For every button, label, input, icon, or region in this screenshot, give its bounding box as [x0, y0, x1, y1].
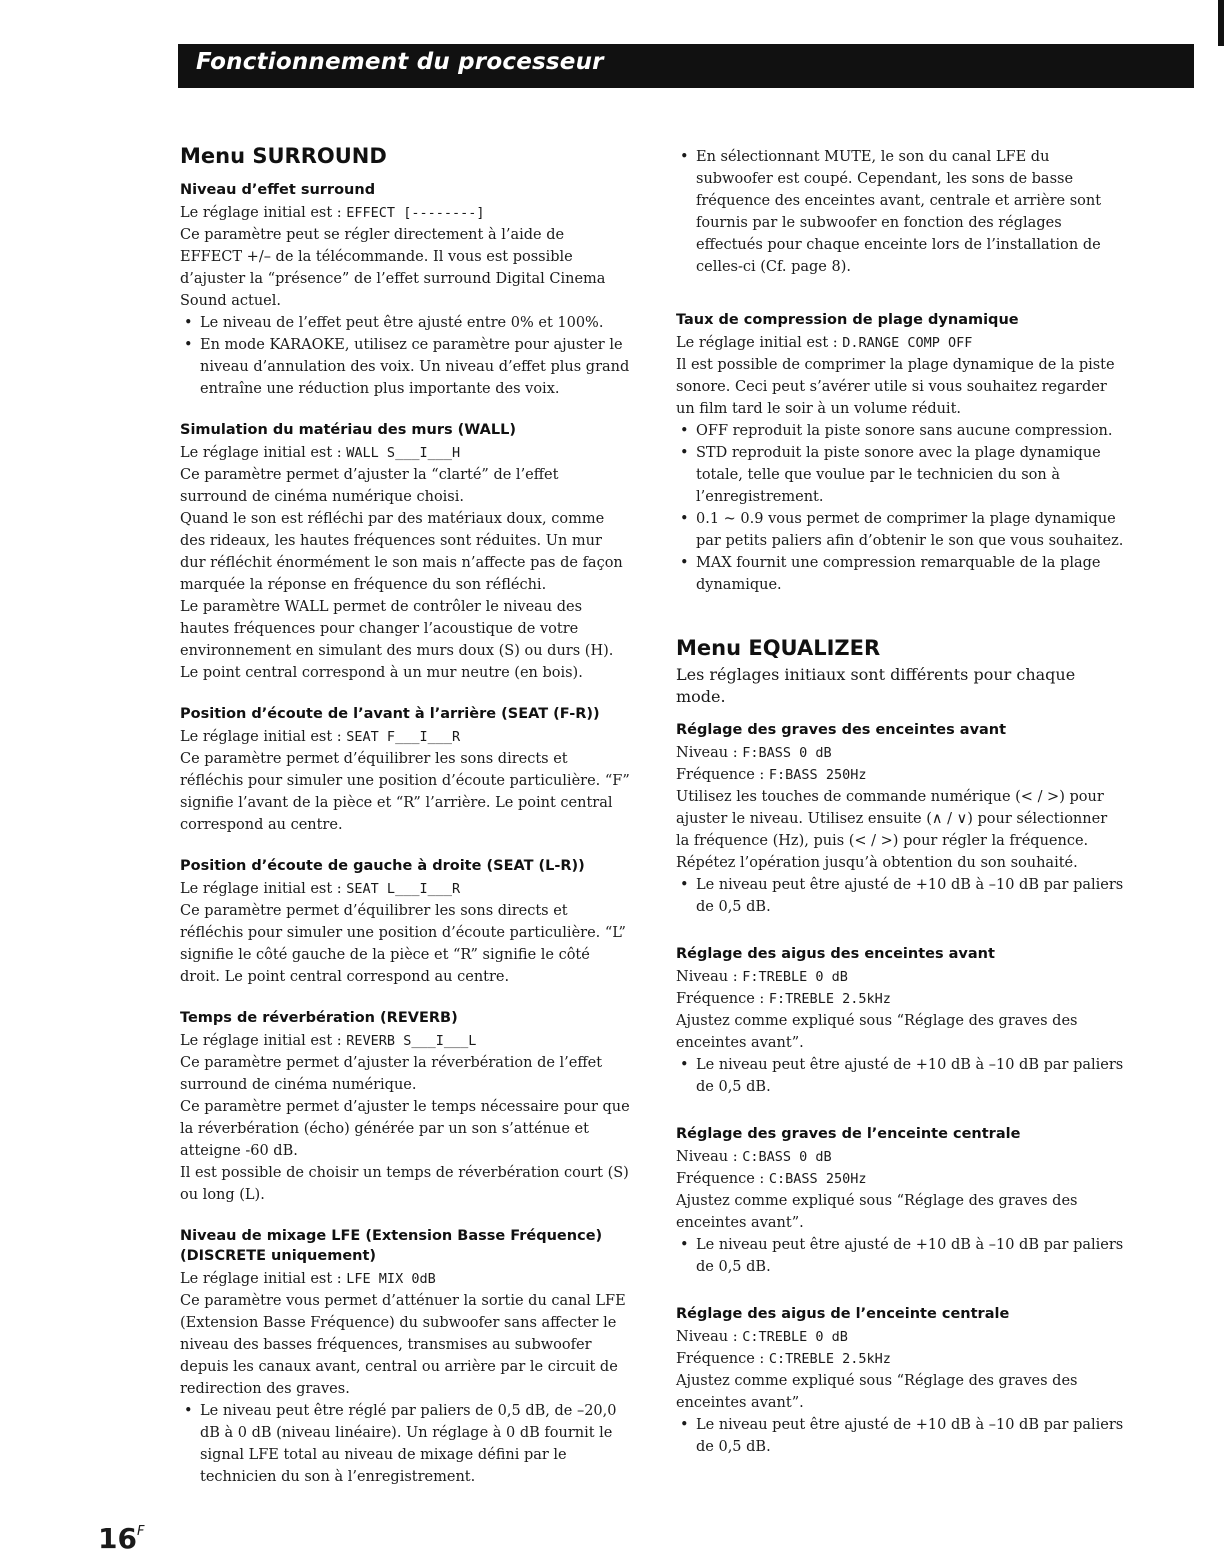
paragraph: Ce paramètre peut se régler directement à l’aide de EFFECT +/– de la télécommande. Il vous est possible d’ajuster la “présence” de l’effet surround Digital Cinema Sound actuel.: [180, 227, 606, 309]
frequency-setting: [676, 1168, 1124, 1190]
frequency-value: C:TREBLE 2.5kHz: [768, 1351, 891, 1367]
bullet-item: • Le niveau peut être ajusté de +10 dB à –10 dB par paliers de 0,5 dB.: [692, 874, 1124, 918]
initial-setting: [676, 332, 1124, 354]
bullet-item: • Le niveau peut être ajusté de +10 dB à –10 dB par paliers de 0,5 dB.: [692, 1234, 1124, 1278]
section-reverb: [180, 1008, 630, 1206]
level-setting: [676, 1326, 1124, 1348]
section-title: Réglage des graves des enceintes avant: [676, 722, 1007, 738]
section-title: Réglage des aigus des enceintes avant: [676, 946, 995, 962]
paragraph: Ce paramètre permet d’ajuster la “clarté” de l’effet surround de cinéma numérique choisi.: [180, 467, 559, 505]
paragraph: Ajustez comme expliqué sous “Réglage des graves des enceintes avant”.: [676, 1013, 1078, 1051]
frequency-label: Fréquence :: [676, 767, 769, 783]
initial-value: LFE MIX 0dB: [346, 1271, 436, 1287]
paragraph: Ce paramètre permet d’ajuster la réverbération de l’effet surround de cinéma numérique.: [180, 1055, 603, 1093]
section-title: Niveau de mixage LFE (Extension Basse Fréquence) (DISCRETE uniquement): [180, 1228, 603, 1264]
bullet-item: • MAX fournit une compression remarquable de la plage dynamique.: [692, 552, 1124, 596]
bullet-item: • STD reproduit la piste sonore avec la plage dynamique totale, telle que voulue par le technicien du son à l’enregistrement.: [692, 442, 1124, 508]
initial-label: Le réglage initial est :: [676, 335, 843, 351]
initial-value: D.RANGE COMP OFF: [842, 335, 973, 351]
bullet-list: [676, 1414, 1124, 1458]
frequency-label: Fréquence :: [676, 1351, 769, 1367]
initial-label: Le réglage initial est :: [180, 445, 347, 461]
paragraph: Ce paramètre permet d’ajuster le temps nécessaire pour que la réverbération (écho) générée par un son s’atténue et atteigne -60 dB.: [180, 1099, 630, 1159]
section-effect-level: [180, 180, 630, 400]
initial-value: REVERB S___I___L: [346, 1033, 477, 1049]
initial-label: Le réglage initial est :: [180, 205, 347, 221]
page-number: [98, 1522, 144, 1555]
equalizer-intro: Les réglages initiaux sont différents pour chaque mode.: [676, 665, 1076, 706]
section-title: Taux de compression de plage dynamique: [676, 312, 1019, 328]
left-column: [180, 144, 630, 1508]
paragraph: Répétez l’opération jusqu’à obtention du son souhaité.: [676, 855, 1078, 871]
section-title: Niveau d’effet surround: [180, 182, 376, 198]
bullet-list: [180, 1400, 630, 1488]
header-title: Fonctionnement du processeur: [196, 49, 604, 75]
frequency-setting: [676, 1348, 1124, 1370]
page-number-value: 16: [98, 1522, 137, 1555]
initial-value: SEAT L___I___R: [346, 881, 461, 897]
frequency-value: C:BASS 250Hz: [768, 1171, 867, 1187]
menu-equalizer-title: Menu EQUALIZER: [676, 636, 881, 660]
paragraph: Ce paramètre permet d’équilibrer les sons directs et réfléchis pour simuler une position d’écoute particulière. “F” signifie l’avant de la pièce et “R” l’arrière. Le point central correspond au centre.: [180, 751, 630, 833]
level-label: Niveau :: [676, 1329, 743, 1345]
initial-setting: [180, 442, 630, 464]
level-value: C:BASS 0 dB: [742, 1149, 832, 1165]
section-lfe-continued: [676, 146, 1124, 278]
section-front-treble: [676, 944, 1124, 1098]
section-seat-lr: [180, 856, 630, 988]
initial-value: SEAT F___I___R: [346, 729, 461, 745]
bullet-list: [676, 146, 1124, 278]
section-title: Position d’écoute de gauche à droite (SEAT (L-R)): [180, 858, 585, 874]
level-label: Niveau :: [676, 1149, 743, 1165]
initial-value: WALL S___I___H: [346, 445, 461, 461]
section-center-treble: [676, 1304, 1124, 1458]
bullet-list: [676, 1054, 1124, 1098]
edge-mark: [1218, 0, 1224, 46]
paragraph: Ajustez comme expliqué sous “Réglage des graves des enceintes avant”.: [676, 1193, 1078, 1231]
initial-label: Le réglage initial est :: [180, 881, 347, 897]
initial-setting: [180, 202, 630, 224]
initial-setting: [180, 1268, 630, 1290]
initial-setting: [180, 726, 630, 748]
page-number-suffix: F: [136, 1524, 145, 1539]
section-dynamic-range: [676, 310, 1124, 596]
bullet-list: [180, 312, 630, 400]
section-lfe-mix: [180, 1226, 630, 1488]
paragraph: Quand le son est réfléchi par des matériaux doux, comme des rideaux, les hautes fréquences sont réduites. Un mur dur réfléchit énormément le son mais n’affecte pas de façon marquée la réponse en fréquence du son réfléchi.: [180, 511, 623, 593]
frequency-label: Fréquence :: [676, 991, 769, 1007]
section-title: Temps de réverbération (REVERB): [180, 1010, 458, 1026]
level-value: C:TREBLE 0 dB: [742, 1329, 848, 1345]
section-front-bass: [676, 720, 1124, 918]
paragraph: Il est possible de comprimer la plage dynamique de la piste sonore. Ceci peut s’avérer utile si vous souhaitez regarder un film tard le soir à un volume réduit.: [676, 357, 1115, 417]
frequency-label: Fréquence :: [676, 1171, 769, 1187]
level-setting: [676, 966, 1124, 988]
menu-surround-title: Menu SURROUND: [180, 144, 387, 168]
bullet-item: • Le niveau de l’effet peut être ajusté entre 0% et 100%.: [196, 312, 630, 334]
bullet-list: [676, 874, 1124, 918]
section-seat-fr: [180, 704, 630, 836]
bullet-list: [676, 1234, 1124, 1278]
frequency-value: F:TREBLE 2.5kHz: [768, 991, 891, 1007]
initial-label: Le réglage initial est :: [180, 1033, 347, 1049]
bullet-item: • 0.1 ~ 0.9 vous permet de comprimer la plage dynamique par petits paliers afin d’obtenir le son que vous souhaitez.: [692, 508, 1124, 552]
frequency-setting: [676, 988, 1124, 1010]
paragraph: Utilisez les touches de commande numérique (< / >) pour ajuster le niveau. Utilisez ensuite (∧ / ∨) pour sélectionner la fréquence (Hz), puis (< / >) pour régler la fréquence.: [676, 789, 1108, 849]
section-center-bass: [676, 1124, 1124, 1278]
level-label: Niveau :: [676, 969, 743, 985]
header-bar: [178, 44, 1194, 88]
bullet-item: • En mode KARAOKE, utilisez ce paramètre pour ajuster le niveau d’annulation des voix. Un niveau d’effet plus grand entraîne une réduction plus importante des voix.: [196, 334, 630, 400]
paragraph: Il est possible de choisir un temps de réverbération court (S) ou long (L).: [180, 1165, 629, 1203]
bullet-item: • Le niveau peut être ajusté de +10 dB à –10 dB par paliers de 0,5 dB.: [692, 1414, 1124, 1458]
bullet-item: • Le niveau peut être ajusté de +10 dB à –10 dB par paliers de 0,5 dB.: [692, 1054, 1124, 1098]
level-value: F:TREBLE 0 dB: [742, 969, 848, 985]
bullet-item: • En sélectionnant MUTE, le son du canal LFE du subwoofer est coupé. Cependant, les sons de basse fréquence des enceintes avant, centrale et arrière sont fournis par le subwoofer en fonction des réglages effectués pour chaque enceinte lors de l’installation de celles-ci (Cf. page 8).: [692, 146, 1124, 278]
paragraph: Ajustez comme expliqué sous “Réglage des graves des enceintes avant”.: [676, 1373, 1078, 1411]
bullet-list: [676, 420, 1124, 596]
level-value: F:BASS 0 dB: [742, 745, 832, 761]
bullet-item: • Le niveau peut être réglé par paliers de 0,5 dB, de –20,0 dB à 0 dB (niveau linéaire). Un réglage à 0 dB fournit le signal LFE total au niveau de mixage défini par le technicien du son à l’enregistrement.: [196, 1400, 630, 1488]
paragraph: Ce paramètre permet d’équilibrer les sons directs et réfléchis pour simuler une position d’écoute particulière. “L” signifie le côté gauche de la pièce et “R” signifie le côté droit. Le point central correspond au centre.: [180, 903, 626, 985]
frequency-setting: [676, 764, 1124, 786]
paragraph: Le paramètre WALL permet de contrôler le niveau des hautes fréquences pour changer l’acoustique de votre environnement en simulant des murs doux (S) ou durs (H). Le point central correspond à un mur neutre (en bois).: [180, 599, 614, 681]
bullet-item: • OFF reproduit la piste sonore sans aucune compression.: [692, 420, 1124, 442]
section-wall: [180, 420, 630, 684]
section-title: Réglage des graves de l’enceinte centrale: [676, 1126, 1021, 1142]
section-title: Réglage des aigus de l’enceinte centrale: [676, 1306, 1010, 1322]
initial-setting: [180, 878, 630, 900]
section-title: Position d’écoute de l’avant à l’arrière (SEAT (F-R)): [180, 706, 600, 722]
right-column: [676, 146, 1124, 1478]
frequency-value: F:BASS 250Hz: [768, 767, 867, 783]
level-setting: [676, 1146, 1124, 1168]
initial-setting: [180, 1030, 630, 1052]
initial-value: EFFECT [--------]: [346, 205, 485, 221]
initial-label: Le réglage initial est :: [180, 1271, 347, 1287]
level-setting: [676, 742, 1124, 764]
paragraph: Ce paramètre vous permet d’atténuer la sortie du canal LFE (Extension Basse Fréquence) du subwoofer sans affecter le niveau des basses fréquences, transmises au subwoofer depuis les canaux avant, central ou arrière par le circuit de redirection des graves.: [180, 1293, 626, 1397]
section-title: Simulation du matériau des murs (WALL): [180, 422, 516, 438]
initial-label: Le réglage initial est :: [180, 729, 347, 745]
level-label: Niveau :: [676, 745, 743, 761]
